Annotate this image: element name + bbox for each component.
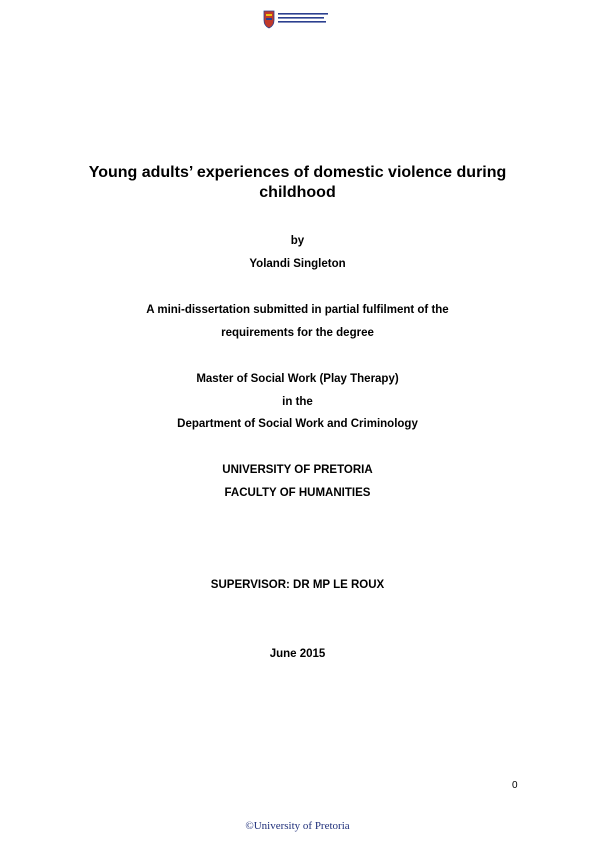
submission-line-1: A mini-dissertation submitted in partial fulfilment of the [146,304,449,316]
document-title: Young adults’ experiences of domestic violence during childhood [88,164,507,201]
faculty-name: FACULTY OF HUMANITIES [224,487,371,499]
department-name: Department of Social Work and Criminology [177,418,418,430]
university-logo [262,8,332,30]
supervisor-line: SUPERVISOR: DR MP LE ROUX [210,579,385,591]
university-name: UNIVERSITY OF PRETORIA [222,464,373,476]
by-label: by [290,235,305,247]
copyright-footer: ©University of Pretoria [245,820,350,832]
author-name: Yolandi Singleton [249,258,346,270]
page-number: 0 [512,780,518,791]
degree-name: Master of Social Work (Play Therapy) [196,373,399,385]
submission-date: June 2015 [269,648,326,660]
university-crest-icon [262,8,332,30]
degree-in-the: in the [282,396,313,408]
submission-line-2: requirements for the degree [221,327,374,339]
